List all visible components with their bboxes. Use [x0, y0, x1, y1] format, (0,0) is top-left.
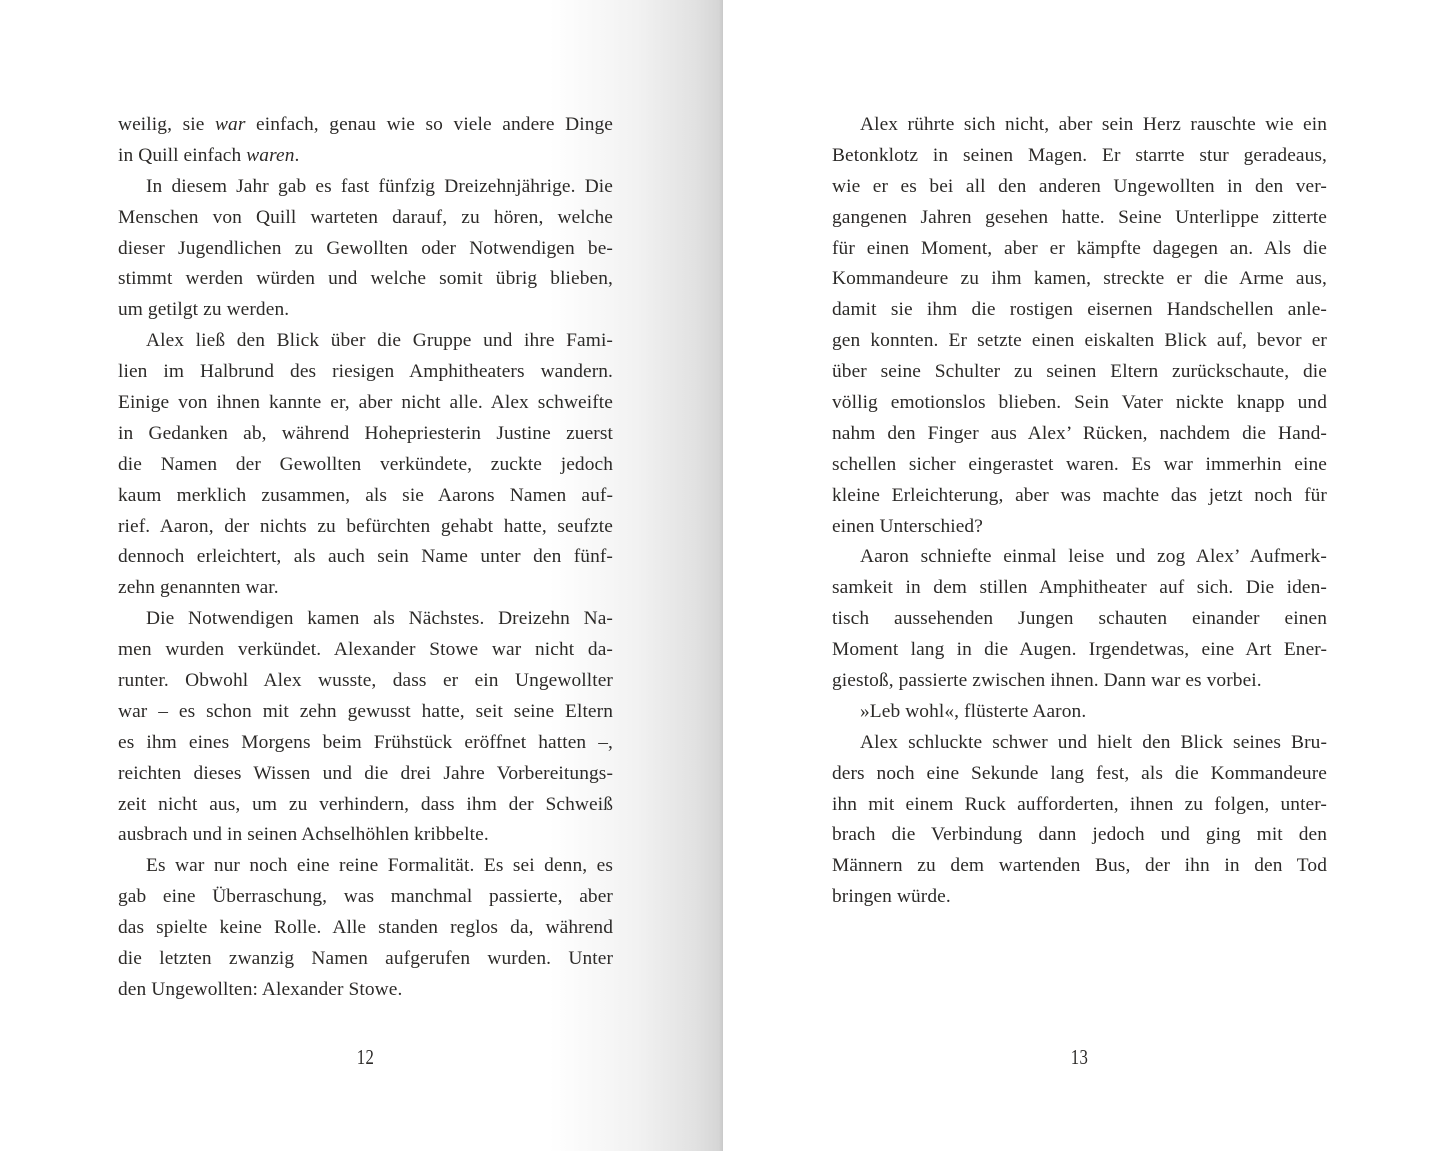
text-line: die letzten zwanzig Namen aufgerufen wurden. Unter [118, 948, 613, 970]
text-line: zehn genannten war. [118, 577, 279, 599]
text-line: damit sie ihm die rostigen eisernen Handschellen anle- [832, 299, 1327, 321]
text-line: reichten dieses Wissen und die drei Jahre Vorbereitungs- [118, 762, 613, 784]
text-line: einen Unterschied? [832, 515, 983, 537]
text-line: Die Notwendigen kamen als Nächstes. Dreizehn Na- [146, 608, 613, 630]
text-line: wie er es bei all den anderen Ungewollten in den ver- [832, 175, 1327, 197]
text-line: men wurden verkündet. Alexander Stowe war nicht da- [118, 639, 613, 661]
text-line: stimmt werden würden und welche somit übrig blieben, [118, 268, 613, 290]
text-line: den Ungewollten: Alexander Stowe. [118, 978, 403, 1000]
text-line: ihn mit einem Ruck aufforderten, ihnen zu folgen, unter- [832, 793, 1327, 815]
text-line: ausbrach und in seinen Achselhöhlen kribbelte. [118, 824, 489, 846]
page-left-text [118, 110, 613, 1006]
text-line: »Leb wohl«, flüsterte Aaron. [860, 700, 1087, 722]
text-line: war – es schon mit zehn gewusst hatte, seit seine Eltern [118, 700, 613, 722]
page-right-number: 13 [1070, 1045, 1089, 1069]
text-line: bringen würde. [832, 886, 951, 908]
text-line: gangenen Jahren gesehen hatte. Seine Unterlippe zitterte [832, 206, 1327, 228]
text-line: giestoß, passierte zwischen ihnen. Dann war es vorbei. [832, 670, 1262, 692]
page-left-number: 12 [356, 1045, 375, 1069]
text-line: schellen sicher eingerastet waren. Es war immerhin eine [832, 453, 1327, 475]
text-line: rief. Aaron, der nichts zu befürchten gehabt hatte, seufzte [118, 515, 613, 537]
text-line: Alex schluckte schwer und hielt den Blick seines Bru- [860, 731, 1327, 753]
text-line: die Namen der Gewollten verkündete, zuckte jedoch [118, 453, 613, 475]
text-line: In diesem Jahr gab es fast fünfzig Dreizehnjährige. Die [146, 175, 613, 197]
text-line: runter. Obwohl Alex wusste, dass er ein Ungewollter [118, 670, 613, 692]
text-line: Moment lang in die Augen. Irgendetwas, eine Art Ener- [832, 639, 1327, 661]
text-line: über seine Schulter zu seinen Eltern zurückschaute, die [832, 361, 1327, 383]
text-line: Menschen von Quill warteten darauf, zu hören, welche [118, 206, 613, 228]
text-line: gen konnten. Er setzte einen eiskalten Blick auf, bevor er [832, 330, 1327, 352]
text-line: um getilgt zu werden. [118, 299, 290, 321]
text-line: dennoch erleichtert, als auch sein Name unter den fünf- [118, 546, 613, 568]
text-line: brach die Verbindung dann jedoch und ging mit den [832, 824, 1327, 846]
text-line: in Gedanken ab, während Hohepriesterin Justine zuerst [118, 422, 613, 444]
text-line: das spielte keine Rolle. Alle standen reglos da, während [118, 917, 613, 939]
text-line: Einige von ihnen kannte er, aber nicht alle. Alex schweifte [118, 392, 613, 414]
text-line: kaum merklich zusammen, als sie Aarons Namen auf- [118, 484, 613, 506]
text-line: Alex ließ den Blick über die Gruppe und ihre Fami- [146, 330, 613, 352]
text-line: völlig emotionslos blieben. Sein Vater nickte knapp und [832, 392, 1327, 414]
text-line: Betonklotz in seinen Magen. Er starrte stur geradeaus, [832, 144, 1327, 166]
text-line: Es war nur noch eine reine Formalität. Es sei denn, es [146, 855, 613, 877]
text-line: tisch aussehenden Jungen schauten einander einen [832, 608, 1327, 630]
text-line: ders noch eine Sekunde lang fest, als die Kommandeure [832, 762, 1327, 784]
text-line: zeit nicht aus, um zu verhindern, dass ihm der Schweiß [118, 793, 613, 815]
text-line: für einen Moment, aber er kämpfte dagegen an. Als die [832, 237, 1327, 259]
text-line: Männern zu dem wartenden Bus, der ihn in den Tod [832, 855, 1327, 877]
text-line: lien im Halbrund des riesigen Amphitheaters wandern. [118, 361, 613, 383]
text-line: es ihm eines Morgens beim Frühstück eröffnet hatten –, [118, 731, 613, 753]
text-line: in Quill einfach waren. [118, 144, 300, 166]
page-right [723, 0, 1445, 1151]
text-line: Aaron schniefte einmal leise und zog Alex’ Aufmerk- [860, 546, 1327, 568]
text-line: weilig, sie war einfach, genau wie so viele andere Dinge [118, 114, 613, 135]
text-line: kleine Erleichterung, aber was machte das jetzt noch für [832, 484, 1327, 506]
text-line: nahm den Finger aus Alex’ Rücken, nachdem die Hand- [832, 422, 1327, 444]
page-right-text [832, 110, 1327, 913]
text-line: gab eine Überraschung, was manchmal passierte, aber [118, 886, 613, 908]
text-line: dieser Jugendlichen zu Gewollten oder Notwendigen be- [118, 237, 613, 259]
text-line: samkeit in dem stillen Amphitheater auf sich. Die iden- [832, 577, 1327, 599]
text-line: Alex rührte sich nicht, aber sein Herz rauschte wie ein [860, 114, 1327, 135]
text-line: Kommandeure zu ihm kamen, streckte er die Arme aus, [832, 268, 1327, 290]
